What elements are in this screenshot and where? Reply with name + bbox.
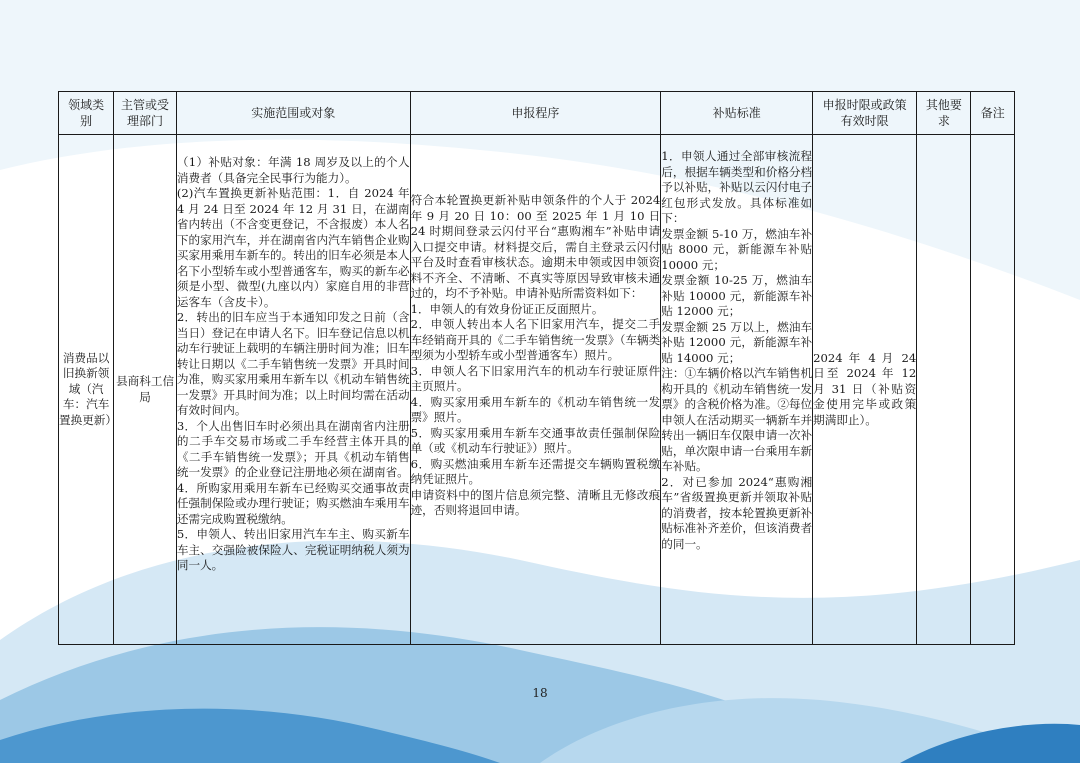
header-scope: 实施范围或对象	[176, 92, 410, 135]
scope-para: 5．申领人、转出旧家用汽车车主、购买新车车主、交强险被保险人、完税证明纳税人须为同一人。	[176, 527, 410, 572]
header-period: 申报时限或政策有效时限	[813, 92, 917, 135]
scope-para: （1）补贴对象：年满 18 周岁及以上的个人消费者（具备完全民事行为能力）。	[176, 155, 410, 185]
standard-para: 2．对已参加 2024“惠购湘车”省级置换更新并领取补贴的消费者，按本轮置换更新补贴标准补齐差价，但该消费者的同一。	[661, 474, 813, 551]
header-department: 主管或受理部门	[114, 92, 177, 135]
remark-cell	[971, 135, 1015, 645]
procedure-cell	[410, 135, 661, 645]
procedure-para: 4．购买家用乘用车新车的《机动车销售统一发票》照片。	[410, 394, 661, 424]
header-procedure: 申报程序	[410, 92, 661, 135]
standard-para: 发票金额 10-25 万，燃油车补贴 10000 元，新能源车补贴 12000 元；	[661, 273, 813, 318]
other-cell	[917, 135, 971, 645]
category-cell: 消费品以旧换新领域（汽车：汽车置换更新）	[59, 135, 114, 645]
page-number: 18	[532, 686, 548, 700]
standard-para: 1．申领人通过全部审核流程后，根据车辆类型和价格分档予以补贴，补贴以云闪付电子红包形式发放。具体标准如下：	[661, 149, 813, 225]
header-standard: 补贴标准	[661, 92, 813, 135]
procedure-para: 6．购买燃油乘用车新车还需提交车辆购置税缴纳凭证照片。	[410, 456, 661, 486]
table-row	[59, 135, 1015, 645]
header-other: 其他要求	[917, 92, 971, 135]
scope-cell	[176, 135, 410, 645]
procedure-para: 申请资料中的图片信息须完整、清晰且无修改痕迹，否则将退回申请。	[410, 487, 661, 517]
procedure-para: 2．申领人转出本人名下旧家用汽车，提交二手车经销商开具的《二手车销售统一发票》（车辆类型须为小型轿车或小型普通客车）照片。	[410, 317, 661, 362]
scope-para: (2)汽车置换更新补贴范围：1．自 2024 年 4 月 24 日至 2024 年 12 月 31 日，在湖南省内转出（不含变更登记，不含报废）本人名下的家用汽车，并在湖南省内汽车销售企业购买家用乘用车新车的。转出的旧车必须是本人名下小型轿车或小型普通客车，购买的新车必须是小型、微型(九座以内）家庭自用的非营运客车（含皮卡）。	[176, 186, 410, 309]
scope-para: 2．转出的旧车应当于本通知印发之日前（含当日）登记在申请人名下。旧车登记信息以机动车行驶证上载明的车辆注册时间为准；旧车转让日期以《二手车销售统一发票》开具时间为准，购买家用乘用车新车以《机动车销售统一发票》开具时间为准；以上时间均需在活动有效时间内。	[176, 310, 410, 417]
header-category: 领域类别	[59, 92, 114, 135]
procedure-para: 1．申领人的有效身份证正反面照片。	[410, 301, 604, 316]
procedure-para: 3．申领人名下旧家用汽车的机动车行驶证原件主页照片。	[410, 363, 661, 393]
standard-para: 发票金额 25 万以上，燃油车补贴 12000 元，新能源车补贴 14000 元；	[661, 319, 813, 365]
standard-cell	[661, 135, 813, 645]
department-cell: 县商科工信局	[114, 135, 177, 645]
period-cell: 2024 年 4 月 24 日至 2024 年 12 月 31 日（补贴资金使用完毕或政策期满即止）。	[813, 135, 917, 645]
header-remark: 备注	[971, 92, 1015, 135]
standard-para: 注：①车辆价格以汽车销售机构开具的《机动车销售统一发票》的含税价格为准。②每位申领人在活动期买一辆新车并转出一辆旧车仅限申请一次补贴，单次限申请一台乘用车新车补贴。	[661, 366, 813, 473]
scope-para: 4．所购家用乘用车新车已经购买交通事故责任强制保险或办理行驶证；购买燃油车乘用车还需完成购置税缴纳。	[176, 480, 410, 526]
procedure-para: 5．购买家用乘用车新车交通事故责任强制保险单（或《机动车行驶证》）照片。	[410, 425, 661, 455]
policy-table	[58, 91, 1015, 645]
procedure-para: 符合本轮置换更新补贴申领条件的个人于 2024 年 9 月 20 日 10：00 至 2025 年 1 月 10 日 24 时期间登录云闪付平台“惠购湘车”补贴申请入口提交申请。材料提交后，需自主登录云闪付平台及时查看审核状态。逾期未申领或因申领资料不齐全、不清晰、不真实等原因导致审核未通过的，均不予补贴。申请补贴所需资料如下：	[410, 193, 661, 300]
scope-para: 3．个人出售旧车时必须出具在湖南省内注册的二手车交易市场或二手车经营主体开具的《二手车销售统一发票》；开具《机动车销售统一发票》的企业登记注册地必须在湖南省。	[176, 418, 410, 479]
standard-para: 发票金额 5-10 万，燃油车补贴 8000 元，新能源车补贴 10000 元；	[661, 226, 813, 272]
table-header-row	[59, 92, 1015, 135]
